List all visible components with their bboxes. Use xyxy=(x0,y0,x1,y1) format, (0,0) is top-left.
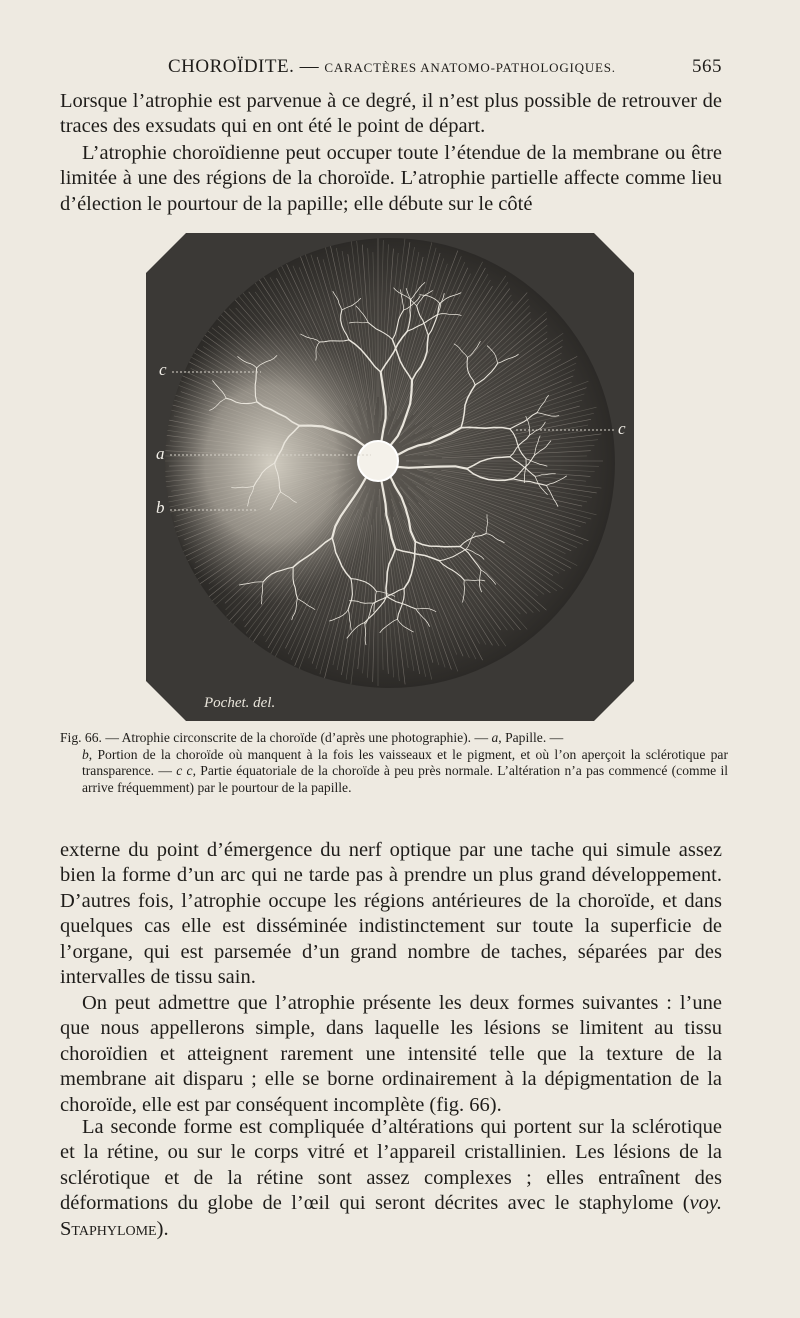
header-subtitle: CARACTÈRES ANATOMO-PATHOLOGIQUES. xyxy=(324,60,616,75)
figure-caption xyxy=(60,730,728,796)
caption-papille: , Papille. — xyxy=(498,730,564,745)
label-a: a xyxy=(156,444,165,463)
running-title xyxy=(168,56,616,78)
page-number: 565 xyxy=(692,56,722,77)
paragraph-3: externe du point d’émergence du nerf optique par une tache qui simule assez bien la forme d’un arc qui ne tarde pas à prendre un plus grand développement. D’autres fois, l’atrophie occupe les régions antérieures de la choroïde, et dans quelques cas elle est disséminée indistinctement sur toute la superficie de l’organe, qui est parsemée d’un grand nombre de taches, séparées par des intervalles de tissu sain. xyxy=(60,839,722,989)
header-dash: — xyxy=(299,56,320,77)
running-header xyxy=(62,56,730,84)
paragraph-1: Lorsque l’atrophie est parvenue à ce degré, il n’est plus possible de retrouver de traces des exsudats qui en ont été le point de départ. xyxy=(60,90,722,138)
caption-line2: , Portion de la choroïde où manquent à la fois les vaisseaux et le pigment, et où l’on aperçoit la sclérotique par transparence. — xyxy=(82,746,728,779)
caption-a: a xyxy=(491,730,499,745)
paragraph-4: On peut admettre que l’atrophie présente les deux formes suivantes : l’une que nous appellerons simple, dans laquelle les lésions se limitent au tissu choroïdien et atteignent rarement une intensité telle que la texture de la membrane ait disparu ; elle se borne ordinairement à la dépigmentation de la choroïde, elle est par conséquent incomplète (fig. 66). xyxy=(60,992,722,1116)
label-c-left: c xyxy=(159,360,167,379)
paragraph-5-main: La seconde forme est compliquée d’altérations qui portent sur la sclérotique et la rétine, ou sur le corps vitré et l’appareil cristallinien. Les lésions de la sclérotique et de la rétine sont assez complexes ; elles entraînent des déformations du globe de l’œil qui seront décrites avec le staphylome ( xyxy=(60,1116,722,1215)
papilla-a xyxy=(358,441,398,481)
caption-line3: , Partie équatoriale de la choroïde à peu près normale. L’altération n’a pas commencé (comme il arrive fréquemment) par le pourtour de la papille. xyxy=(82,763,729,795)
caption-b: b xyxy=(82,746,89,762)
paragraph-5-reference: Staphylome xyxy=(60,1217,157,1240)
paragraph-5-voy: voy. xyxy=(689,1192,722,1215)
label-c-right: c xyxy=(618,419,626,438)
header-title: CHOROÏDITE. xyxy=(168,56,295,77)
fundus-engraving xyxy=(146,233,634,721)
artist-signature: Pochet. del. xyxy=(204,695,276,711)
caption-continuation xyxy=(60,747,728,797)
figure-66-fundus-illustration xyxy=(146,233,634,721)
paragraph-5 xyxy=(60,1115,722,1242)
caption-lead: Fig. 66. — Atrophie circonscrite de la choroïde (d’après une photographie). — xyxy=(60,730,492,745)
paragraph-2: L’atrophie choroïdienne peut occuper toute l’étendue de la membrane ou être limitée à une des régions de la choroïde. L’atrophie partielle affecte comme lieu d’élection le pourtour de la papille; elle débute sur le côté xyxy=(60,142,722,215)
paragraph-5-end: ). xyxy=(156,1217,169,1240)
caption-cc: c c xyxy=(176,763,193,779)
label-b: b xyxy=(156,498,165,517)
